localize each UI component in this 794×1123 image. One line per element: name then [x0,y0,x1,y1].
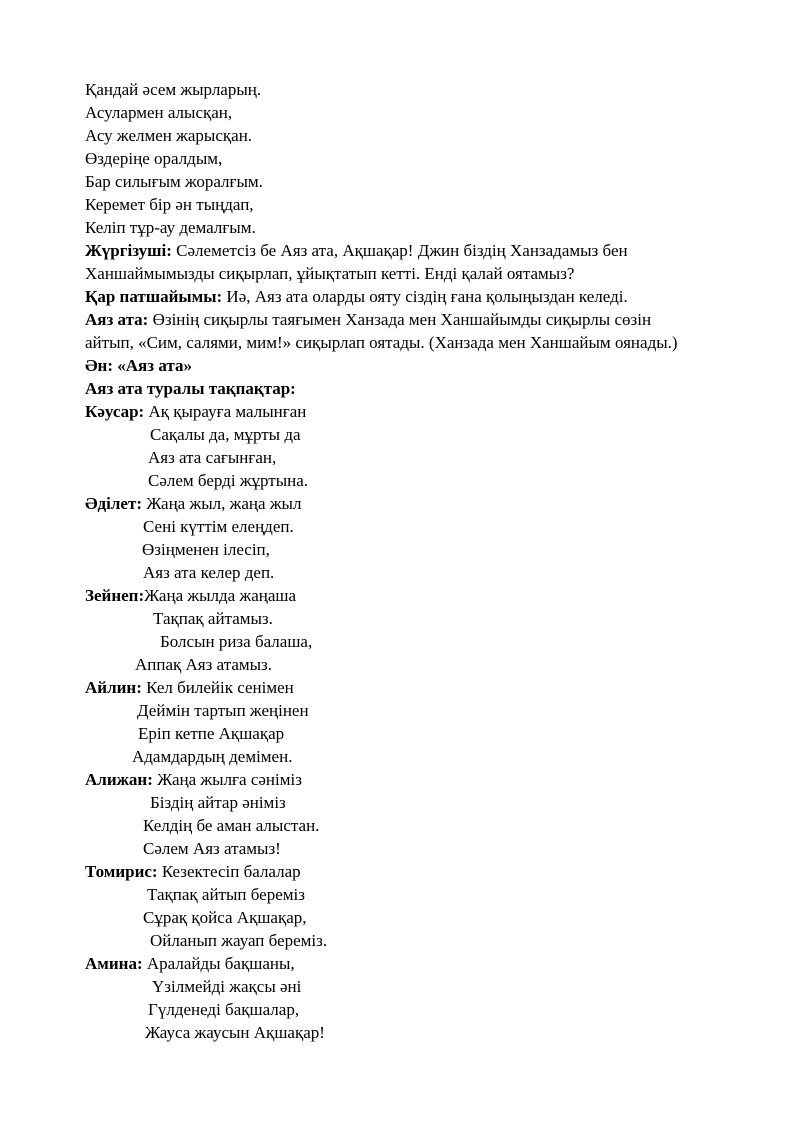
song-heading: Ән: «Аяз ата» [85,356,192,375]
verse-line: Тақпақ айтамыз. [153,609,273,628]
dialogue-text: Сәлеметсіз бе Аяз ата, Ақшақар! Джин біздің Ханзадамыз бен [171,241,628,260]
speaker-name: Алижан: [85,770,153,789]
verse-line: Сәлем Аяз атамыз! [143,839,281,858]
dialogue-line: айтып, «Сим, салями, мим!» сиқырлап оятады. (Ханзада мен Ханшайым оянады.) [85,333,678,352]
speaker-name: Амина: [85,954,143,973]
stanza [85,860,738,952]
dialogue-entry-ayaz-ata [85,308,738,354]
verse-line: Сәлем берді жұртына. [148,471,309,490]
verse-line: Еріп кетпе Ақшақар [138,724,285,743]
verse-line: Гүлденеді бақшалар, [148,1000,300,1019]
verse-line: Сені күттім елеңдеп. [143,517,294,536]
verse-line: Адамдардың демімен. [132,747,293,766]
verse-line: Аяз ата келер деп. [143,563,275,582]
dialogue-text: Өзінің сиқырлы таяғымен Ханзада мен Ханшайымды сиқырлы сөзін [148,310,652,329]
verse-line: Жаңа жыл, жаңа жыл [141,494,302,513]
dialogue-entry-host [85,239,738,285]
verse-line: Аралайды бақшаны, [142,954,295,973]
speaker-name: Кәусар: [85,402,145,421]
verse-line: Деймін тартып жеңінен [137,701,309,720]
verse-line: Өздеріңе оралдым, [85,149,223,168]
stanza [85,952,738,1044]
speaker-name: Әділет: [85,494,142,513]
stanza [85,492,738,584]
verse-line: Ақ қырауға малынған [144,402,307,421]
stanza-first-line [85,676,738,699]
stanza-first-line [85,768,738,791]
dialogue-line: Ханшаймымызды сиқырлап, ұйықтатып кетті. Енді қалай оятамыз? [85,264,575,283]
verse-line: Кезектесіп балалар [157,862,301,881]
dialogue-line [85,308,738,331]
stanza [85,676,738,768]
dialogue-text: Иә, Аяз ата оларды ояту сіздің ғана қолыңыздан келеді. [222,287,628,306]
speaker-name: Қар патшайымы: [85,287,223,306]
dialogue-entry-snow-queen [85,285,738,308]
section-heading: Аяз ата туралы тақпақтар: [85,379,296,398]
stanza-first-line [85,400,738,423]
verse-line: Үзілмейді жақсы әні [152,977,302,996]
verse-line: Сұрақ қойса Ақшақар, [143,908,307,927]
verse-line: Жаңа жылда жаңаша [144,586,297,605]
verse-line: Бар силығым жоралғым. [85,172,263,191]
verse-line: Қандай әсем жырларың. [85,80,262,99]
speaker-name: Жүргізуші: [85,241,172,260]
verse-line: Кел билейік сенімен [141,678,294,697]
speaker-name: Айлин: [85,678,142,697]
stanza [85,400,738,492]
verse-line: Болсын риза балаша, [160,632,313,651]
verse-line: Асу желмен жарысқан. [85,126,253,145]
verse-line: Ойланып жауап береміз. [150,931,328,950]
verse-line: Аппақ Аяз атамыз. [135,655,273,674]
verse-line: Сақалы да, мұрты да [150,425,301,444]
speaker-name: Аяз ата: [85,310,149,329]
speaker-name: Зейнеп: [85,586,145,605]
stanza-first-line [85,860,738,883]
verse-line: Келдің бе аман алыстан. [143,816,320,835]
stanza [85,768,738,860]
stanza-first-line [85,492,738,515]
dialogue-line [85,239,738,262]
verse-line: Жауса жаусын Ақшақар! [145,1023,325,1042]
stanza [85,584,738,676]
dialogue-line [85,285,738,308]
stanza-first-line [85,952,738,975]
verse-line: Келіп тұр-ау демалғым. [85,218,256,237]
speaker-name: Томирис: [85,862,158,881]
verse-line: Біздің айтар әніміз [150,793,286,812]
verse-line: Асулармен алысқан, [85,103,233,122]
verse-line: Аяз ата сағынған, [148,448,277,467]
verse-line: Керемет бір ән тыңдап, [85,195,254,214]
verse-line: Өзіңменен ілесіп, [142,540,270,559]
verse-line: Жаңа жылға сәніміз [152,770,302,789]
stanza-first-line [85,584,738,607]
verse-line: Тақпақ айтып береміз [147,885,305,904]
